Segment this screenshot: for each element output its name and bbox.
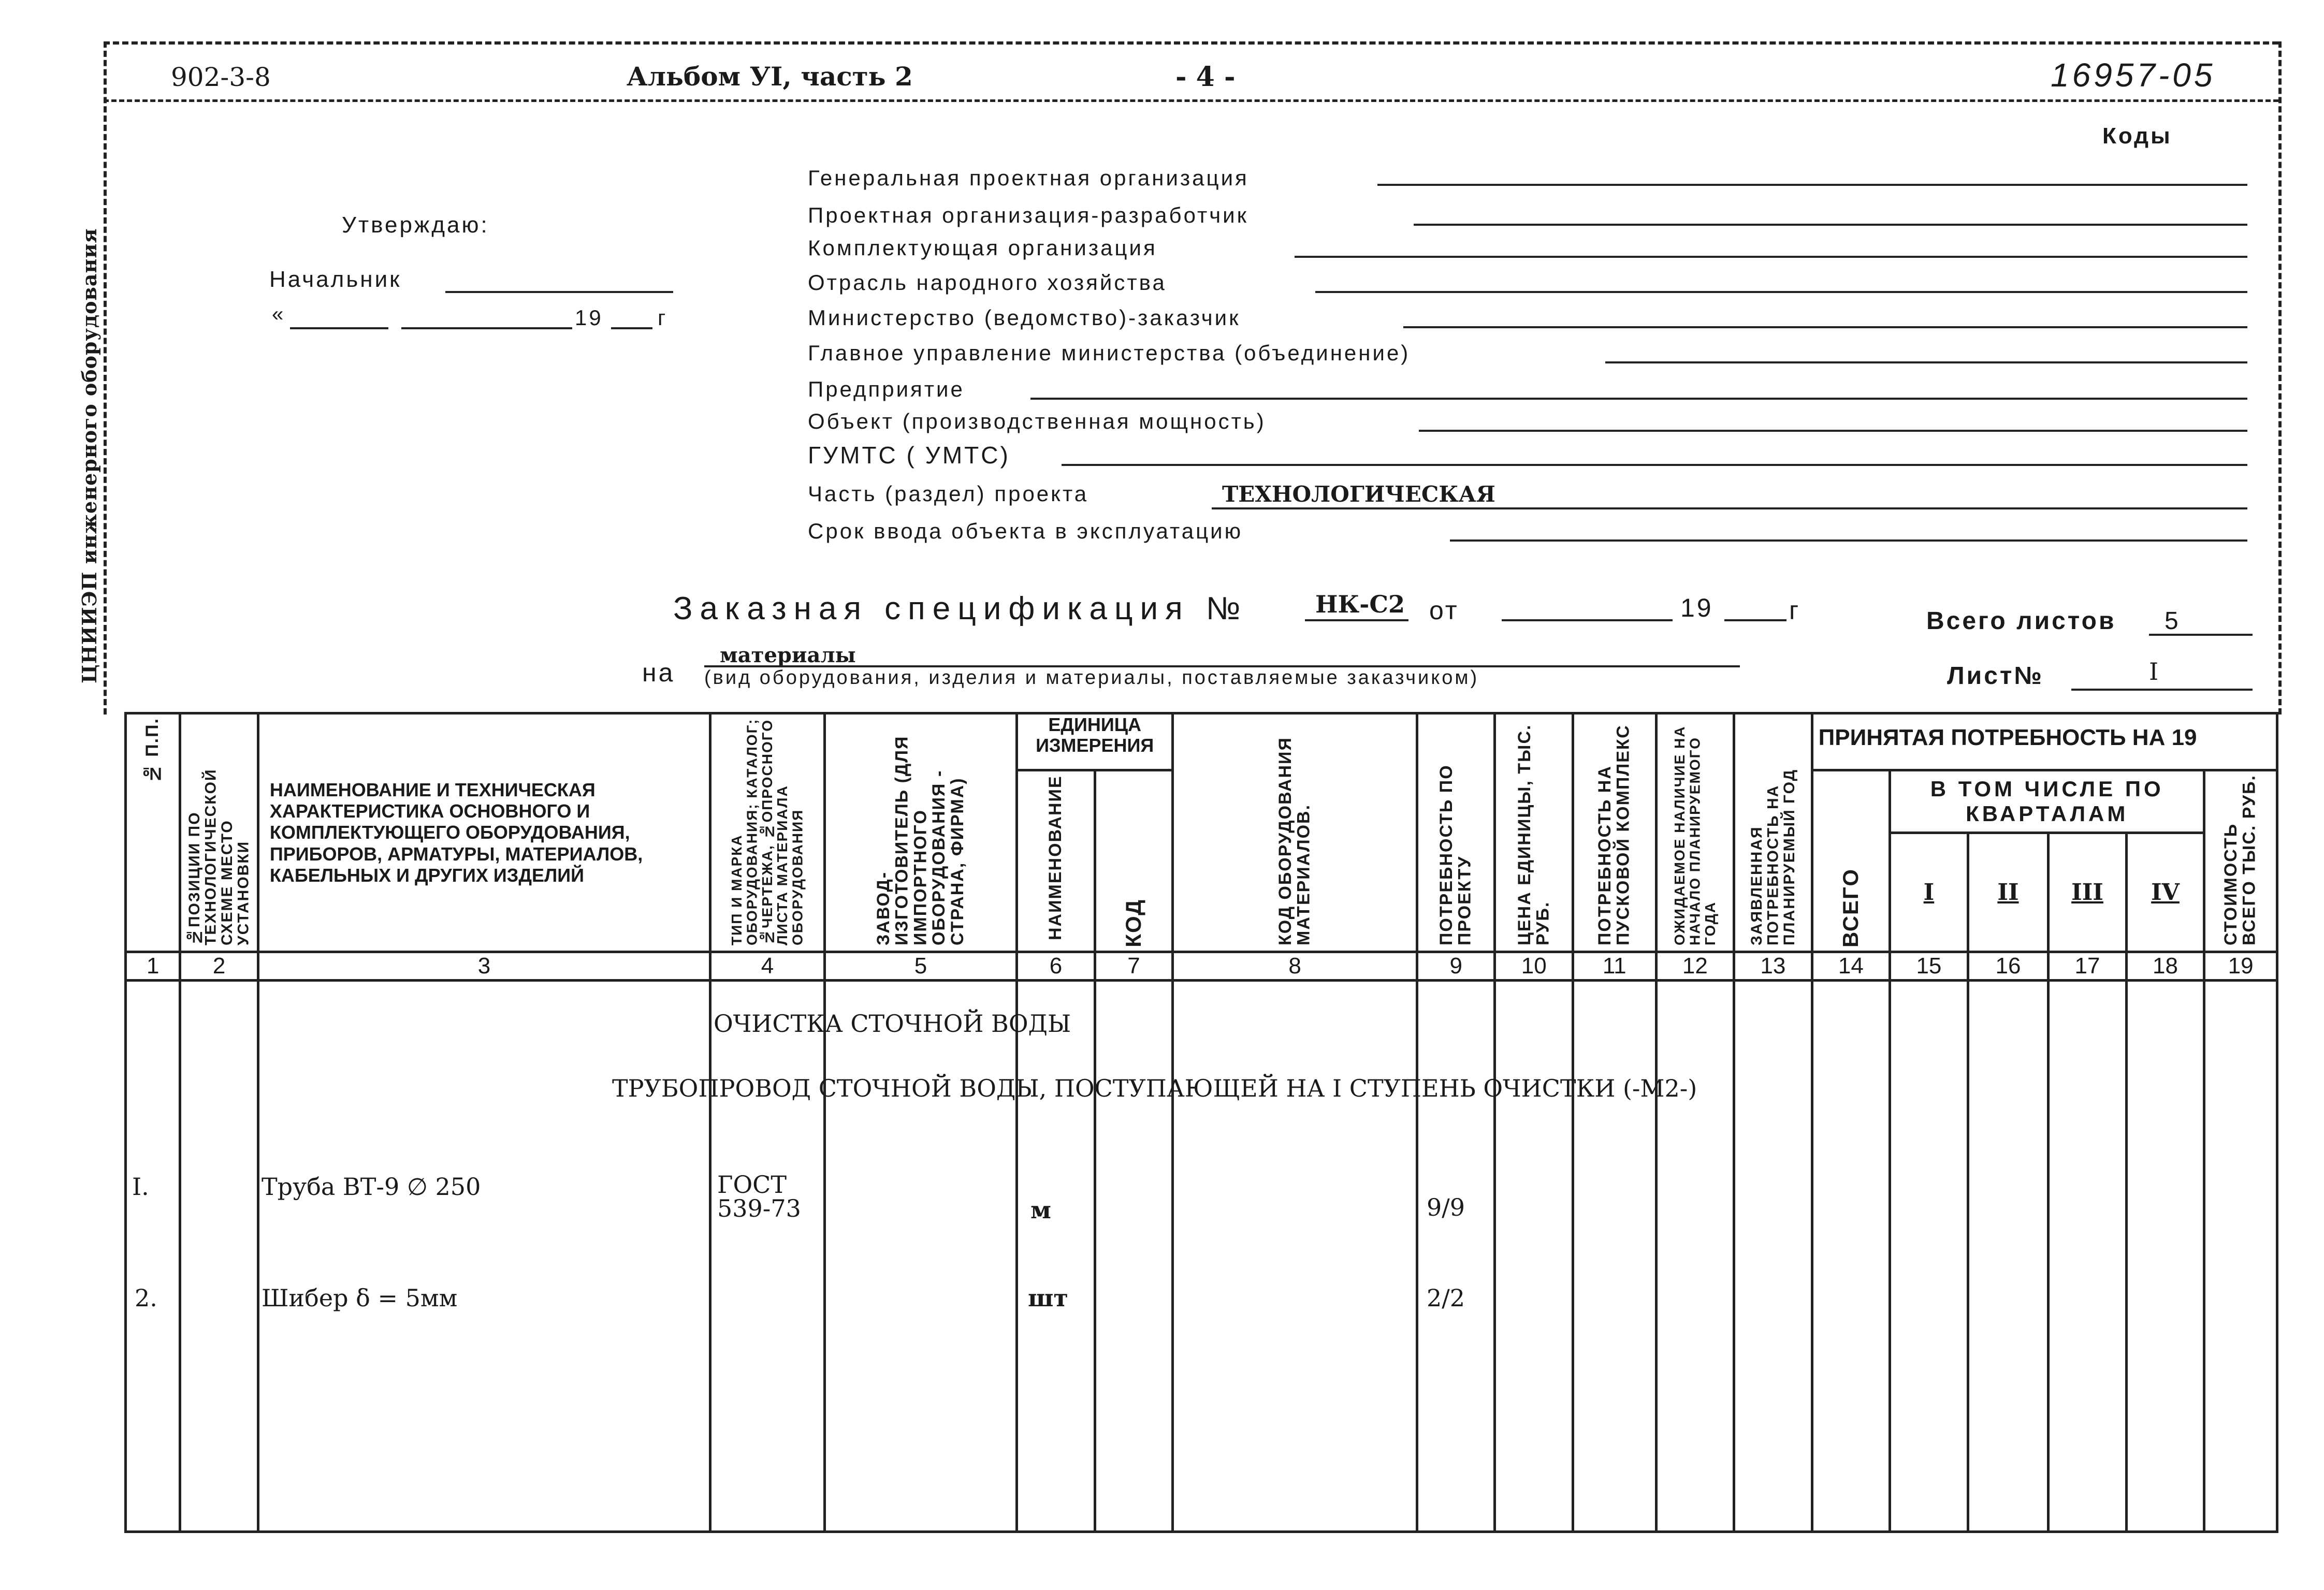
spec-on-label: на bbox=[642, 658, 675, 687]
row-2-number: 2. bbox=[135, 1284, 157, 1312]
header-unit-group: ЕДИНИЦА ИЗМЕРЕНИЯ bbox=[1017, 713, 1173, 770]
col-num-8: 8 bbox=[1173, 952, 1417, 981]
row-2-qty: 2/2 bbox=[1427, 1284, 1465, 1312]
col-num-13: 13 bbox=[1734, 952, 1812, 981]
col-num-5: 5 bbox=[824, 952, 1016, 981]
col-num-14: 14 bbox=[1812, 952, 1890, 981]
org-field-industry-line bbox=[1315, 291, 2247, 293]
sheets-total-label: Всего листов bbox=[1926, 607, 2116, 635]
document-number: 16957-05 bbox=[2051, 56, 2216, 94]
col-num-19: 19 bbox=[2204, 952, 2277, 981]
org-field-developer: Проектная организация-разработчик bbox=[808, 203, 1248, 227]
header-q3: III bbox=[2049, 833, 2127, 952]
document-code: 902-3-8 bbox=[171, 62, 271, 92]
col-num-11: 11 bbox=[1573, 952, 1656, 981]
row-1-name: Труба ВТ-9 ∅ 250 bbox=[262, 1173, 481, 1201]
frame-right-border bbox=[2278, 41, 2282, 714]
org-field-supplier: Комплектующая организация bbox=[808, 236, 1157, 260]
col-num-4: 4 bbox=[710, 952, 825, 981]
spec-date-line bbox=[1502, 619, 1673, 621]
sheet-line bbox=[2071, 689, 2253, 691]
approval-chief-label: Начальник bbox=[269, 267, 402, 292]
org-field-project-part-value: ТЕХНОЛОГИЧЕСКАЯ bbox=[1222, 482, 1495, 507]
org-field-general-line bbox=[1377, 184, 2247, 186]
org-field-developer-line bbox=[1414, 224, 2247, 226]
header-c11: ПОТРЕБНОСТЬ НА ПУСКОВОЙ КОМПЛЕКС bbox=[1573, 713, 1656, 952]
header-c13: ЗАЯВЛЕННАЯ ПОТРЕБНОСТЬ НА ПЛАНИРУЕМЫЙ ГОД bbox=[1734, 713, 1812, 952]
org-field-industry: Отрасль народного хозяйства bbox=[808, 270, 1167, 295]
col-num-2: 2 bbox=[180, 952, 258, 981]
row-1-unit: м bbox=[1030, 1196, 1051, 1224]
header-c8: КОД ОБОРУДОВАНИЯ МАТЕРИАЛОВ. bbox=[1173, 713, 1417, 952]
org-field-project-part-line bbox=[1212, 507, 2247, 509]
header-c12: ОЖИДАЕМОЕ НАЛИЧИЕ НА НАЧАЛО ПЛАНИРУЕМОГО ГОДА bbox=[1656, 713, 1734, 952]
col-num-17: 17 bbox=[2049, 952, 2127, 981]
org-field-ministry-line bbox=[1403, 326, 2247, 328]
spec-from-label: от bbox=[1429, 596, 1459, 625]
spec-year-suffix: г bbox=[1789, 596, 1801, 625]
row-2-name: Шибер δ = 5мм bbox=[262, 1284, 458, 1312]
header-quarters-group: В ТОМ ЧИСЛЕ ПО КВАРТАЛАМ bbox=[1890, 770, 2204, 833]
row-2-unit: шт bbox=[1028, 1284, 1068, 1312]
section-title: ОЧИСТКА СТОЧНОЙ ВОДЫ bbox=[714, 1010, 1071, 1038]
header-c19: СТОИМОСТЬ ВСЕГО ТЫС. РУБ. bbox=[2204, 770, 2277, 952]
spec-number: НК-С2 bbox=[1315, 590, 1405, 618]
row-1-type: ГОСТ 539-73 bbox=[717, 1171, 801, 1222]
header-c3: НАИМЕНОВАНИЕ И ТЕХНИЧЕСКАЯ ХАРАКТЕРИСТИКА ОСНОВНОГО И КОМПЛЕКТУЮЩЕГО ОБОРУДОВАНИЯ, ПРИБОРОВ, АРМАТУРЫ, МАТЕРИАЛОВ, КАБЕЛЬНЫХ И ДРУГИХ ИЗДЕЛИЙ bbox=[258, 713, 710, 952]
row-1-number: I. bbox=[132, 1173, 149, 1201]
header-c14: ВСЕГО bbox=[1812, 770, 1890, 952]
approval-title: Утверждаю: bbox=[342, 212, 489, 238]
header-q1: I bbox=[1890, 833, 1968, 952]
spec-year-prefix: 19 bbox=[1680, 593, 1713, 622]
header-q2: II bbox=[1968, 833, 2049, 952]
header-q4: IV bbox=[2126, 833, 2204, 952]
header-c5: ЗАВОД-ИЗГОТОВИТЕЛЬ (ДЛЯ ИМПОРТНОГО ОБОРУДОВАНИЯ - СТРАНА, ФИРМА) bbox=[824, 713, 1016, 952]
org-field-gumts: ГУМТС ( УМТС) bbox=[808, 442, 1010, 469]
subsection-title: ТРУБОПРОВОД СТОЧНОЙ ВОДЫ, ПОСТУПАЮЩЕЙ НА I СТУПЕНЬ ОЧИСТКИ (-М2-) bbox=[612, 1074, 1697, 1102]
row-1-qty: 9/9 bbox=[1427, 1193, 1465, 1221]
org-field-general: Генеральная проектная организация bbox=[808, 166, 1249, 190]
col-num-15: 15 bbox=[1890, 952, 1968, 981]
org-field-project-part: Часть (раздел) проекта bbox=[808, 482, 1089, 506]
spec-subject: материалы bbox=[720, 643, 856, 667]
codes-label: Коды bbox=[2102, 123, 2172, 149]
org-field-supplier-line bbox=[1295, 256, 2247, 258]
page-number: - 4 - bbox=[1175, 61, 1236, 93]
header-accepted-group: ПРИНЯТАЯ ПОТРЕБНОСТЬ НА 19 bbox=[1812, 713, 2277, 770]
spec-title: Заказная спецификация № bbox=[673, 591, 1248, 626]
col-num-18: 18 bbox=[2126, 952, 2204, 981]
header-c9: ПОТРЕБНОСТЬ ПО ПРОЕКТУ bbox=[1417, 713, 1495, 952]
approval-date-quote: « bbox=[272, 303, 286, 326]
approval-year-suffix: г bbox=[658, 305, 668, 330]
org-field-object-line bbox=[1419, 430, 2247, 432]
header-c6: НАИМЕНОВАНИЕ bbox=[1017, 770, 1095, 952]
sheet-label: Лист№ bbox=[1947, 662, 2044, 690]
specification-table bbox=[124, 712, 2278, 1533]
col-num-3: 3 bbox=[258, 952, 710, 981]
album-label: Альбом УI, часть 2 bbox=[627, 61, 913, 92]
sheets-total-line bbox=[2149, 634, 2253, 636]
header-c4: ТИП И МАРКА ОБОРУДОВАНИЯ; КАТАЛОГ; №ЧЕРТЕЖА, №ОПРОСНОГО ЛИСТА МАТЕРИАЛА ОБОРУДОВАНИЯ bbox=[710, 713, 825, 952]
sheets-total-value: 5 bbox=[2165, 607, 2181, 635]
table-body bbox=[126, 981, 2277, 1532]
approval-signature-line bbox=[445, 291, 673, 293]
frame-left-border bbox=[104, 41, 107, 714]
header-c2: №ПОЗИЦИИ ПО ТЕХНОЛОГИЧЕСКОЙ СХЕМЕ МЕСТО УСТАНОВКИ bbox=[180, 713, 258, 952]
org-field-main-department-line bbox=[1605, 361, 2247, 363]
header-c7: КОД bbox=[1095, 770, 1173, 952]
header-separator bbox=[104, 99, 2278, 102]
approval-year-prefix: 19 bbox=[575, 305, 603, 330]
approval-month-line bbox=[401, 327, 572, 329]
header-c1: № П.П. bbox=[126, 713, 180, 952]
frame-top-border bbox=[104, 41, 2278, 45]
org-field-object: Объект (производственная мощность) bbox=[808, 409, 1266, 433]
col-num-9: 9 bbox=[1417, 952, 1495, 981]
col-num-16: 16 bbox=[1968, 952, 2049, 981]
org-field-commissioning-line bbox=[1450, 539, 2247, 542]
col-num-10: 10 bbox=[1495, 952, 1573, 981]
org-field-enterprise: Предприятие bbox=[808, 377, 965, 401]
org-field-commissioning: Срок ввода объекта в эксплуатацию bbox=[808, 519, 1243, 543]
approval-year-line bbox=[611, 327, 652, 329]
col-num-6: 6 bbox=[1017, 952, 1095, 981]
side-organization-label: ЦНИИЭП инженерного оборудования bbox=[78, 228, 101, 683]
spec-number-line bbox=[1305, 619, 1408, 621]
header-c10: ЦЕНА ЕДИНИЦЫ, ТЫС. РУБ. bbox=[1495, 713, 1573, 952]
org-field-ministry: Министерство (ведомство)-заказчик bbox=[808, 305, 1241, 330]
approval-day-line bbox=[290, 327, 388, 329]
org-field-gumts-line bbox=[1062, 464, 2247, 466]
col-num-7: 7 bbox=[1095, 952, 1173, 981]
org-field-enterprise-line bbox=[1030, 398, 2247, 400]
sheet-value: I bbox=[2149, 658, 2159, 685]
col-num-1: 1 bbox=[126, 952, 180, 981]
column-number-row bbox=[126, 952, 2277, 981]
spec-year-line bbox=[1724, 619, 1786, 621]
col-num-12: 12 bbox=[1656, 952, 1734, 981]
org-field-main-department: Главное управление министерства (объединение) bbox=[808, 341, 1411, 365]
spec-subject-hint: (вид оборудования, изделия и материалы, поставляемые заказчиком) bbox=[704, 667, 1479, 689]
